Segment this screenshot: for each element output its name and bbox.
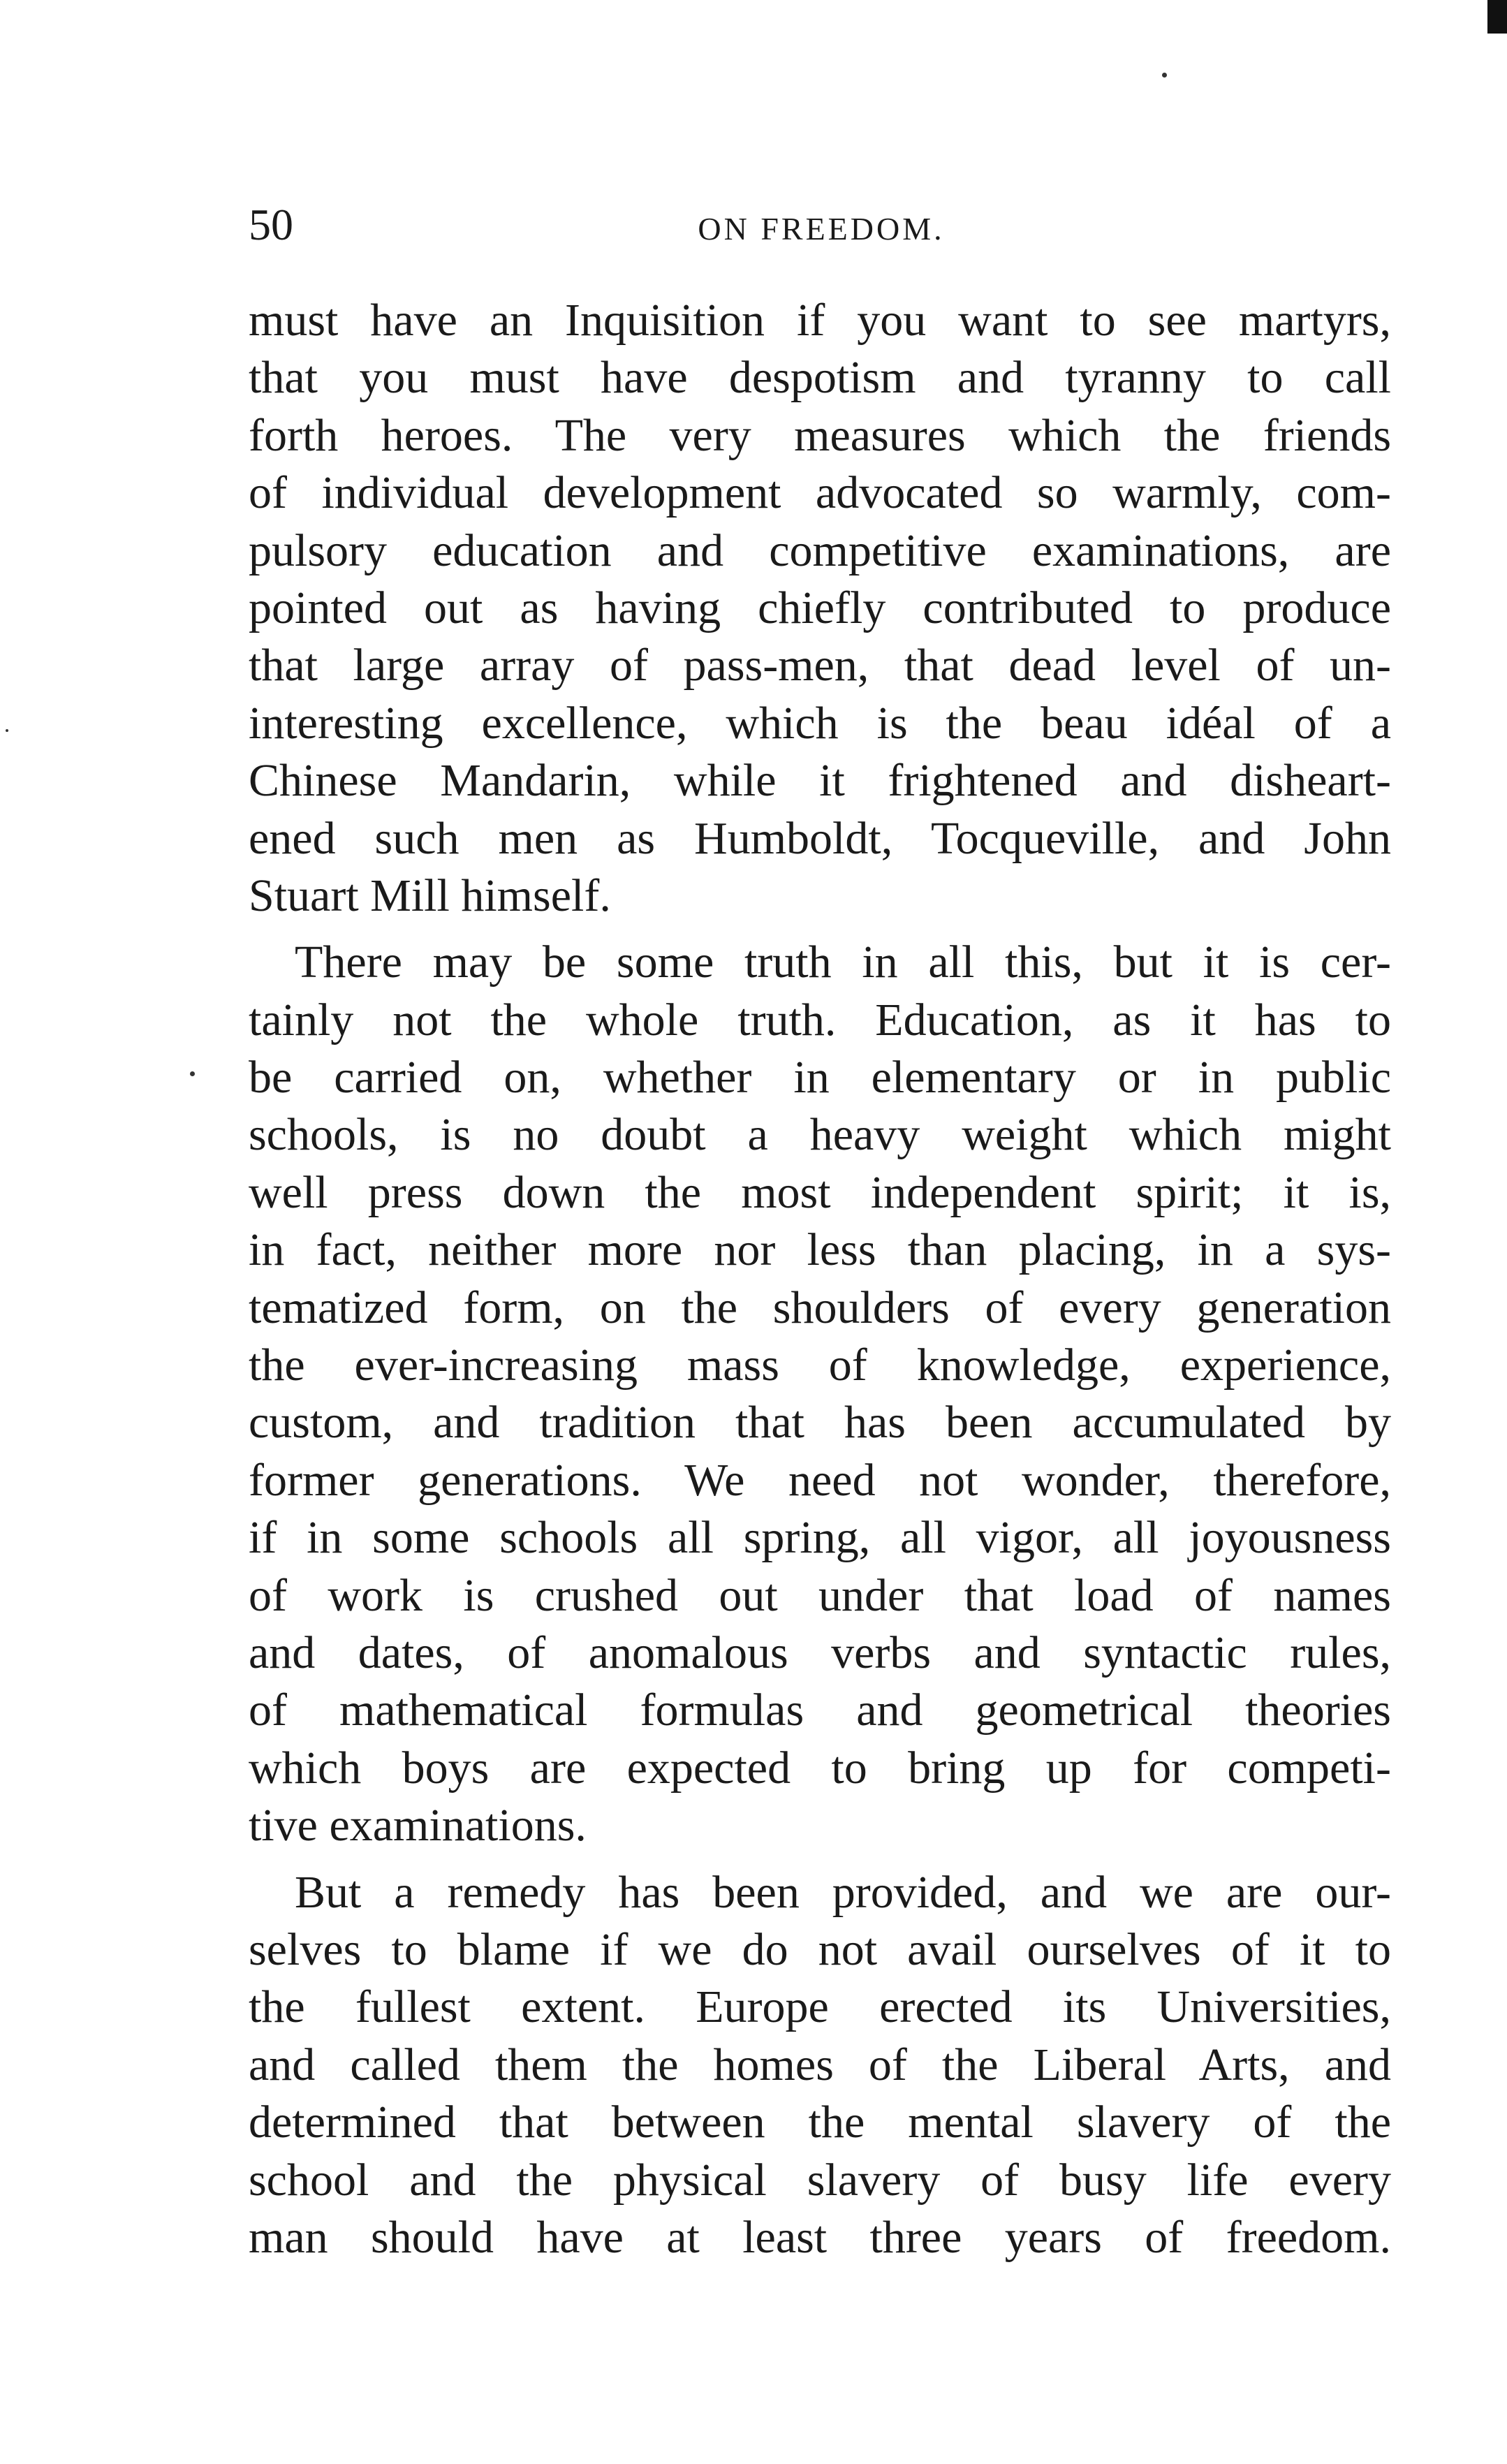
text-line: which boys are expected to bring up for competi- bbox=[249, 1742, 1391, 1794]
text-line: pointed out as having chiefly contributed to produce bbox=[249, 582, 1391, 633]
scan-speck bbox=[6, 729, 8, 732]
text-line: be carried on, whether in elementary or in public bbox=[249, 1052, 1391, 1103]
body-text bbox=[249, 292, 1391, 2266]
text-line: schools, is no doubt a heavy weight which might bbox=[249, 1109, 1391, 1161]
text-line: of individual development advocated so warmly, com- bbox=[249, 467, 1391, 519]
text-line: Chinese Mandarin, while it frightened and disheart- bbox=[249, 755, 1391, 807]
text-line: tive examinations. bbox=[249, 1800, 587, 1851]
text-line: must have an Inquisition if you want to see martyrs, bbox=[249, 295, 1391, 346]
text-line: of mathematical formulas and geometrical theories bbox=[249, 1685, 1391, 1736]
text-line: custom, and tradition that has been accumulated by bbox=[249, 1397, 1391, 1449]
text-line: interesting excellence, which is the beau idéal of a bbox=[249, 697, 1391, 749]
text-line: the ever-increasing mass of knowledge, experience, bbox=[249, 1340, 1391, 1391]
text-line: if in some schools all spring, all vigor, all joyousness bbox=[249, 1512, 1391, 1564]
text-line: former generations. We need not wonder, therefore, bbox=[249, 1454, 1391, 1506]
text-line: pulsory education and competitive examinations, are bbox=[249, 525, 1391, 576]
text-line: ened such men as Humboldt, Tocqueville, and John bbox=[249, 812, 1391, 864]
scan-edge-mark bbox=[1487, 0, 1507, 34]
text-line: tainly not the whole truth. Education, as it has to bbox=[249, 994, 1391, 1046]
text-line: forth heroes. The very measures which the friends bbox=[249, 409, 1391, 461]
text-line: But a remedy has been provided, and we are our- bbox=[295, 1866, 1391, 1918]
text-line: school and the physical slavery of busy life every bbox=[249, 2154, 1391, 2206]
text-line: of work is crushed out under that load of names bbox=[249, 1569, 1391, 1621]
text-line: selves to blame if we do not avail ourselves of it to bbox=[249, 1923, 1391, 1975]
text-line: that large array of pass-men, that dead level of un- bbox=[249, 640, 1391, 691]
paragraph bbox=[249, 1864, 1391, 2267]
text-line: well press down the most independent spirit; it is, bbox=[249, 1166, 1391, 1218]
text-line: in fact, neither more nor less than placing, in a sys- bbox=[249, 1224, 1391, 1276]
text-line: Stuart Mill himself. bbox=[249, 870, 611, 921]
text-line: determined that between the mental slavery of the bbox=[249, 2097, 1391, 2148]
text-line: tematized form, on the shoulders of every generation bbox=[249, 1282, 1391, 1333]
scan-speck bbox=[1162, 73, 1167, 78]
page-number: 50 bbox=[249, 200, 293, 249]
paragraph bbox=[249, 934, 1391, 1854]
text-line: and called them the homes of the Liberal Arts, and bbox=[249, 2039, 1391, 2090]
page-header bbox=[249, 197, 1394, 253]
paragraph bbox=[249, 292, 1391, 925]
text-line: There may be some truth in all this, but it is cer- bbox=[295, 937, 1391, 988]
text-line: that you must have despotism and tyranny to call bbox=[249, 352, 1391, 404]
text-line: the fullest extent. Europe erected its Universities, bbox=[249, 1981, 1391, 2033]
scan-speck bbox=[190, 1071, 195, 1076]
text-line: and dates, of anomalous verbs and syntactic rules, bbox=[249, 1627, 1391, 1678]
running-head: ON FREEDOM. bbox=[698, 211, 945, 247]
text-line: man should have at least three years of freedom. bbox=[249, 2211, 1391, 2263]
